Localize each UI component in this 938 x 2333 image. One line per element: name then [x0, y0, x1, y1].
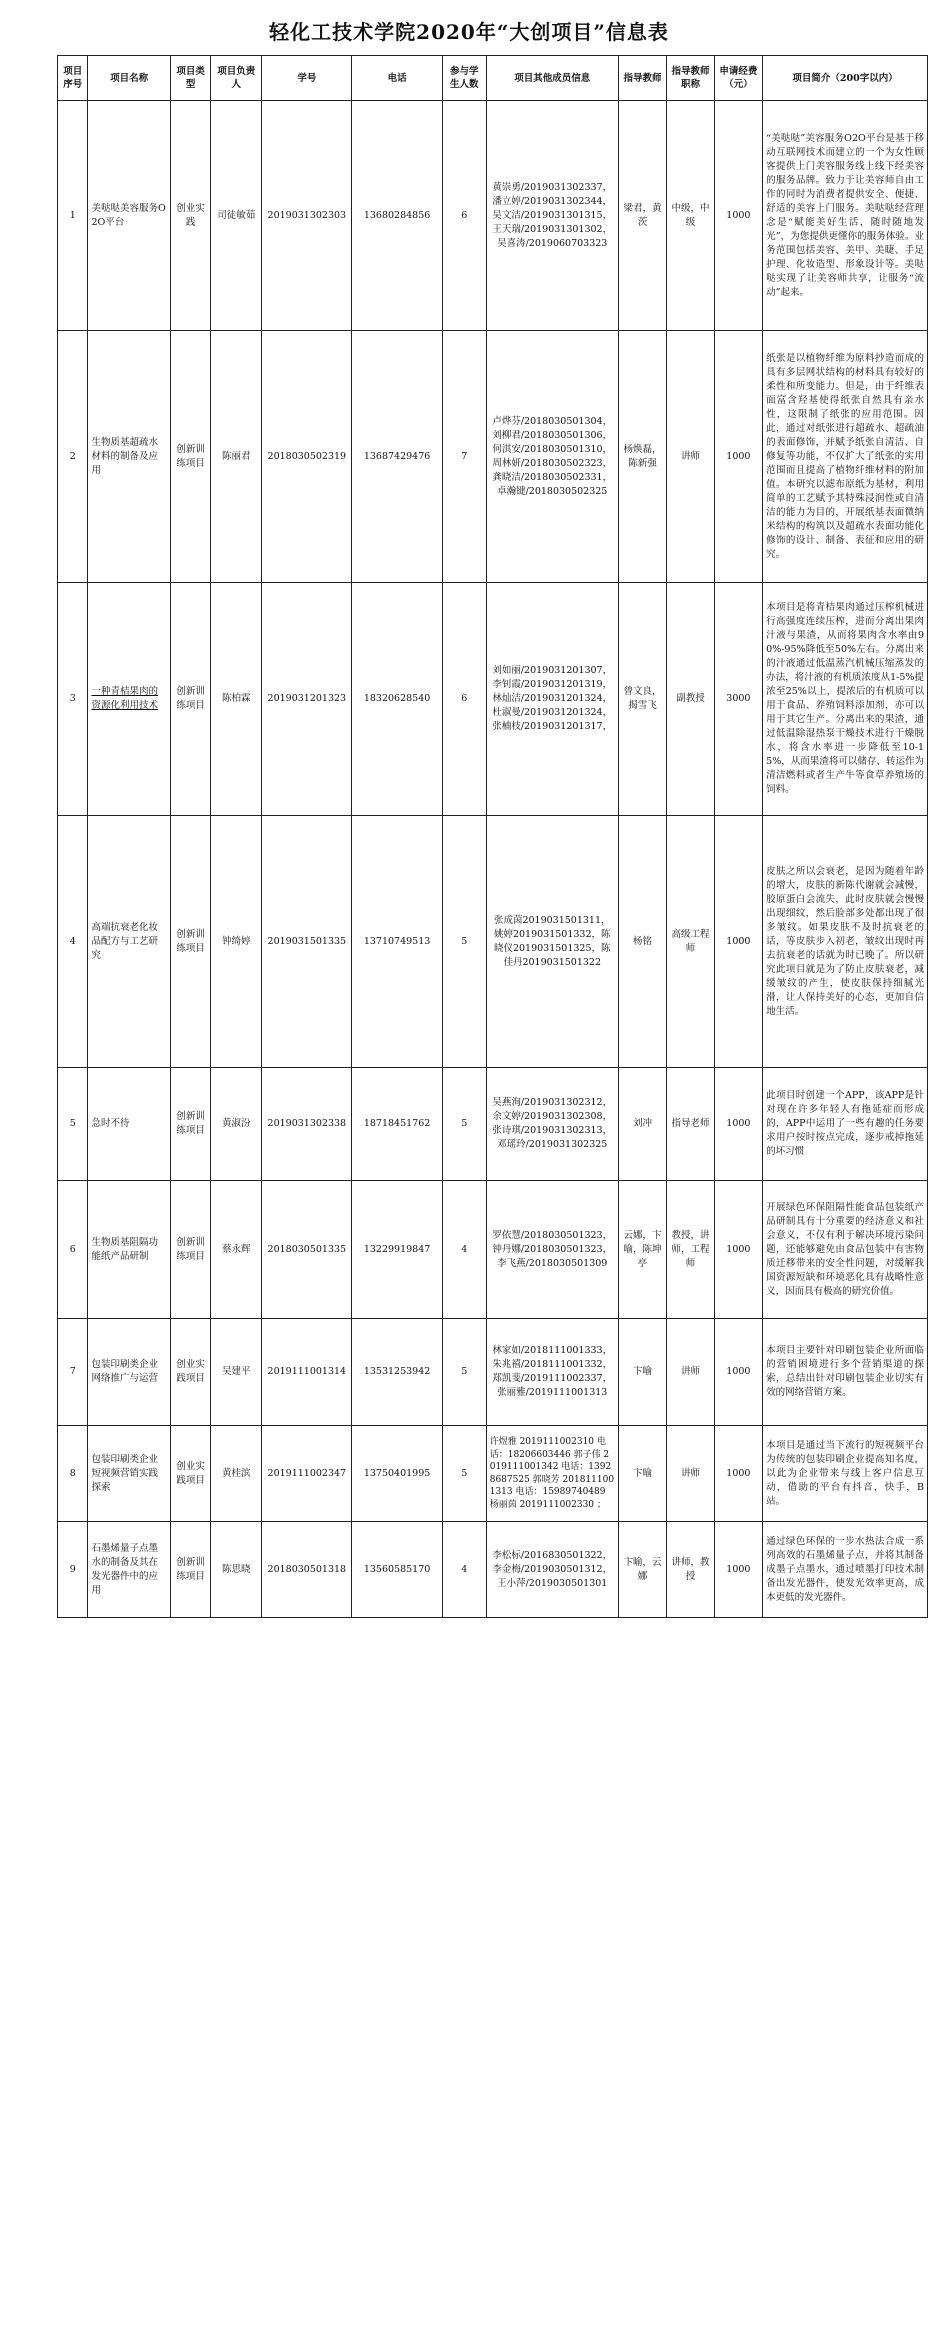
- header-phone: 电话: [352, 56, 442, 101]
- cell-description: 此项目时创建一个APP，该APP是针对现在许多年轻人有拖延症而形成的，APP中运用了一些有趣的任务要求用户按时按点完成，逐步戒掉拖延的坏习惯: [763, 1068, 928, 1181]
- cell-funding: 1000: [714, 816, 763, 1068]
- cell-phone: 18718451762: [352, 1068, 442, 1181]
- cell-advisor: 刘冲: [618, 1068, 667, 1181]
- cell-description: 本项目是通过当下流行的短视频平台为传统的包装印刷企业提高知名度，以此为企业带来与线上客户信息互动，借助的平台有抖音，快手，B站。: [763, 1426, 928, 1522]
- table-row: [58, 331, 928, 583]
- table-row: [58, 1426, 928, 1522]
- cell-no: 7: [58, 1319, 88, 1426]
- table-row: [58, 1319, 928, 1426]
- cell-leader: 陈柏霖: [211, 583, 262, 816]
- table-row: [58, 101, 928, 331]
- cell-advisor-title: 高级工程师: [667, 816, 714, 1068]
- cell-name: 高端抗衰老化妆品配方与工艺研究: [88, 816, 170, 1068]
- cell-funding: 1000: [714, 331, 763, 583]
- cell-members: 李松标/2016830501322，李金梅/2019030501312，王小萍/2019030501301: [486, 1522, 618, 1618]
- cell-members: 罗依慧/2018030501323，钟丹娜/2018030501323，李飞燕/2018030501309: [486, 1181, 618, 1319]
- cell-student-id: 2019031501335: [262, 816, 352, 1068]
- cell-student-id: 2019031302338: [262, 1068, 352, 1181]
- cell-student-id: 2019111002347: [262, 1426, 352, 1522]
- cell-student-id: 2019031201323: [262, 583, 352, 816]
- cell-description: 皮肤之所以会衰老，是因为随着年龄的增大，皮肤的新陈代谢就会减慢，胶原蛋白会流失，此时皮肤就会慢慢出现细纹，然后脸部多处都出现了很多皱纹。如果皮肤不及时抗衰老的话，等皮肤步入初老，皱纹出现时再去抗衰老的话就为时已晚了。所以研究此项目就是为了防止皮肤衰老，减缓皱纹的产生，使皮肤保持细腻光滑，让人保持美好的心态，更加自信地生活。: [763, 816, 928, 1068]
- cell-count: 5: [442, 1426, 486, 1522]
- cell-count: 7: [442, 331, 486, 583]
- cell-phone: 13229919847: [352, 1181, 442, 1319]
- cell-student-id: 2018030502319: [262, 331, 352, 583]
- cell-leader: 蔡永辉: [211, 1181, 262, 1319]
- cell-funding: 1000: [714, 1181, 763, 1319]
- header-count: 参与学生人数: [442, 56, 486, 101]
- cell-no: 8: [58, 1426, 88, 1522]
- header-advisor-title: 指导教师职称: [667, 56, 714, 101]
- project-info-table: [57, 55, 928, 1618]
- cell-advisor: 杨焕磊，陈新强: [618, 331, 667, 583]
- cell-funding: 1000: [714, 1319, 763, 1426]
- cell-advisor-title: 教授，讲师，工程师: [667, 1181, 714, 1319]
- cell-funding: 3000: [714, 583, 763, 816]
- cell-student-id: 201903130230​3: [262, 101, 352, 331]
- cell-no: 4: [58, 816, 88, 1068]
- header-type: 项目类型: [170, 56, 211, 101]
- cell-count: 6: [442, 101, 486, 331]
- cell-leader: 陈思晓: [211, 1522, 262, 1618]
- cell-name: [88, 583, 170, 816]
- cell-advisor: 曾文良，揭雪飞: [618, 583, 667, 816]
- cell-phone: 18320628540: [352, 583, 442, 816]
- cell-advisor-title: 指导老师: [667, 1068, 714, 1181]
- cell-members: 林家如/2018111001333，朱兆禧/2018111001332，郑凯斐/2019111002337，张丽雅/2019111001313: [486, 1319, 618, 1426]
- cell-advisor: 云娜，卞喻，陈坤亭: [618, 1181, 667, 1319]
- cell-description: 开展绿色环保阻隔性能食品包装纸产品研制具有十分重要的经济意义和社会意义，不仅有利于解决环境污染问题，还能够避免由食品包装中有害物质迁移带来的安全性问题，对缓解我国资源短缺和环境恶化具有战略性意义，因而具有极高的研究价值。: [763, 1181, 928, 1319]
- cell-type: 创业实践项目: [170, 1319, 211, 1426]
- cell-advisor-title: 中级，中级: [667, 101, 714, 331]
- cell-members: 黄崇勇/2019031302337，潘立婷/2019031302344，吴文洁/2019031301315，王天瑞/2019031301302，吴喜涛/2019060703323: [486, 101, 618, 331]
- cell-description: 本项目主要针对印刷包装企业所面临的营销困境进行多个营销渠道的探索，总结出针对印刷包装企业切实有效的网络营销方案。: [763, 1319, 928, 1426]
- cell-advisor-title: 讲师: [667, 331, 714, 583]
- cell-leader: 陈丽君: [211, 331, 262, 583]
- cell-name: 生物质基阻隔功能纸产品研制: [88, 1181, 170, 1319]
- cell-phone: 13687429476: [352, 331, 442, 583]
- header-advisor: 指导教师: [618, 56, 667, 101]
- cell-leader: 黄淑汾: [211, 1068, 262, 1181]
- cell-name-text: 一种青桔果肉的资源化利用技术: [91, 686, 158, 711]
- cell-count: 4: [442, 1181, 486, 1319]
- cell-description: 通过绿色环保的一步水热法合成一系列高效的石墨烯量子点，并将其制备成墨子点墨水，通过喷墨打印技术制备出发光器件，使发光效率更高，成本更低的发光器件。: [763, 1522, 928, 1618]
- cell-advisor: 梁君，黄茨: [618, 101, 667, 331]
- cell-no: 5: [58, 1068, 88, 1181]
- cell-no: 1: [58, 101, 88, 331]
- header-funding: 申请经费（元）: [714, 56, 763, 101]
- table-row: [58, 1181, 928, 1319]
- header-members: 项目其他成员信息: [486, 56, 618, 101]
- cell-type: 创新训练项目: [170, 816, 211, 1068]
- cell-count: 6: [442, 583, 486, 816]
- cell-advisor: 卞喻: [618, 1319, 667, 1426]
- table-row: [58, 1522, 928, 1618]
- cell-phone: 13680284856: [352, 101, 442, 331]
- cell-members: 吴燕洵/2019031302312，余文婷/2019031302308，张诗琪/2019031302313，邓瑶玲/2019031302325: [486, 1068, 618, 1181]
- header-leader: 项目负责人: [211, 56, 262, 101]
- cell-funding: 1000: [714, 1426, 763, 1522]
- cell-phone: 13560585170: [352, 1522, 442, 1618]
- cell-advisor-title: 讲师: [667, 1319, 714, 1426]
- cell-members: 卢烨芬/2018030501304，刘柳君/2018030501306，何淇安/2018030501310，周林妍/2018030502323，龚晓洁/2018030502331，卓瀚键/2018030502325: [486, 331, 618, 583]
- cell-leader: 司徒敏茹: [211, 101, 262, 331]
- cell-type: 创新训练项目: [170, 583, 211, 816]
- cell-phone: 13531253942: [352, 1319, 442, 1426]
- cell-name: 急时不待: [88, 1068, 170, 1181]
- cell-advisor: 杨铭: [618, 816, 667, 1068]
- cell-count: 4: [442, 1522, 486, 1618]
- header-description: 项目简介（200字以内）: [763, 56, 928, 101]
- table-row: [58, 583, 928, 816]
- cell-type: 创业实践: [170, 101, 211, 331]
- table-header-row: [58, 56, 928, 101]
- cell-description: “美哒哒”美容服务O2O平台是基于移动互联网技术而建立的一个为女性顾客提供上门美容服务线上线下经美容的服务品牌。致力于让美容师自由工作的同时为消费者提供安全、便捷、舒适的美容上门服务。美哒哒经营理念是“赋能美好生活，随时随地发光”，为您提供更懂你的服务体验。业务范围包括美容、美甲、美睫、手足护理、化妆造型、形象设计等。美哒哒实现了让美容师共享，让服务“流动”起来。: [763, 101, 928, 331]
- cell-name: 石墨烯量子点墨水的制备及其在发光器件中的应用: [88, 1522, 170, 1618]
- cell-type: 创新训练项目: [170, 1068, 211, 1181]
- cell-members: 许煜雅 2019111002310 电话：18206603446 郭子伟 2019111001342 电话：13928687525 郭晓芳 2018111001313 电话：15989740489 杨丽茵 2019111002330 ；: [486, 1426, 618, 1522]
- cell-name: 美哒哒美容服务O2O平台: [88, 101, 170, 331]
- cell-no: 9: [58, 1522, 88, 1618]
- cell-student-id: 2018030501335: [262, 1181, 352, 1319]
- table-row: [58, 816, 928, 1068]
- cell-count: 5: [442, 816, 486, 1068]
- cell-count: 5: [442, 1319, 486, 1426]
- cell-description: 本项目是将青桔果肉通过压榨机械进行高强度连续压榨，进而分离出果肉汁液与果渣，从而将果肉含水率由90%-95%降低至50%左右。分离出来的汁液通过低温蒸汽机械压缩蒸发的办法，将汁液的有机质浓度从1-5%提浓至25%以上，提浓后的有机质可以用于食品、养殖饲料添加剂，亦可以用于其它生产。分离出来的果渣，通过低温除湿热泵干燥技术进行干燥脱水，将含水率进一步降低至10-15%，从而果渣将可以储存、转运作为清洁燃料或者生产牛等食草养殖场的饲料。: [763, 583, 928, 816]
- document-title: 轻化工技术学院2020年“大创项目”信息表: [269, 20, 669, 44]
- cell-count: 5: [442, 1068, 486, 1181]
- header-no: 项目序号: [58, 56, 88, 101]
- cell-funding: 1000: [714, 101, 763, 331]
- cell-leader: 吴建平: [211, 1319, 262, 1426]
- cell-leader: 钟绮婷: [211, 816, 262, 1068]
- cell-members: 张成茵2019031501311，姚婷2019031501332，陈晓仪2019031501325，陈佳丹2019031501322: [486, 816, 618, 1068]
- cell-leader: 黄桂滨: [211, 1426, 262, 1522]
- cell-advisor-title: 副教授: [667, 583, 714, 816]
- cell-type: 创新训练项目: [170, 1181, 211, 1319]
- cell-type: 创新训练项目: [170, 331, 211, 583]
- cell-type: 创新训练项目: [170, 1522, 211, 1618]
- cell-student-id: 2019111001314: [262, 1319, 352, 1426]
- cell-members: 刘如丽/2019031201307，李钊霞/2019031201319，林灿洁/2019031201324，杜淑曼/2019031201324，张楠枝/2019031201317，: [486, 583, 618, 816]
- cell-student-id: 2018030501318: [262, 1522, 352, 1618]
- cell-advisor-title: 讲师: [667, 1426, 714, 1522]
- cell-no: 6: [58, 1181, 88, 1319]
- cell-name: 生物质基超疏水材料的制备及应用: [88, 331, 170, 583]
- header-student-id: 学号: [262, 56, 352, 101]
- cell-phone: 13710749513: [352, 816, 442, 1068]
- cell-advisor-title: 讲师，教授: [667, 1522, 714, 1618]
- cell-advisor: 卞喻，云娜: [618, 1522, 667, 1618]
- header-name: 项目名称: [88, 56, 170, 101]
- cell-advisor: 卞喻: [618, 1426, 667, 1522]
- cell-description: 纸张是以植物纤维为原料抄造而成的具有多层网状结构的材料具有较好的柔性和所变能力。但是，由于纤维表面富含羟基使得纸张自然具有亲水性，这限制了纸张的应用范围。因此，通过对纸张进行超疏水、超疏油的表面修饰，并赋予纸张自清洁、自修复等功能，不仅扩大了纸张的实用范围而且提高了植物纤维材料的附加值。本研究以滤布原纸为基材，利用简单的工艺赋予其特殊浸润性或自清洁的能力为目的，开展纸基表面微纳米结构的构筑以及超疏水表面功能化修饰的设计、制备、表征和应用的研究。: [763, 331, 928, 583]
- cell-funding: 1000: [714, 1068, 763, 1181]
- cell-phone: 13750401995: [352, 1426, 442, 1522]
- cell-no: 2: [58, 331, 88, 583]
- cell-name: 包装印刷类企业短视频营销实践探索: [88, 1426, 170, 1522]
- cell-no: 3: [58, 583, 88, 816]
- cell-name: 包装印刷类企业网络推广与运营: [88, 1319, 170, 1426]
- cell-funding: 1000: [714, 1522, 763, 1618]
- table-row: [58, 1068, 928, 1181]
- cell-type: 创业实践项目: [170, 1426, 211, 1522]
